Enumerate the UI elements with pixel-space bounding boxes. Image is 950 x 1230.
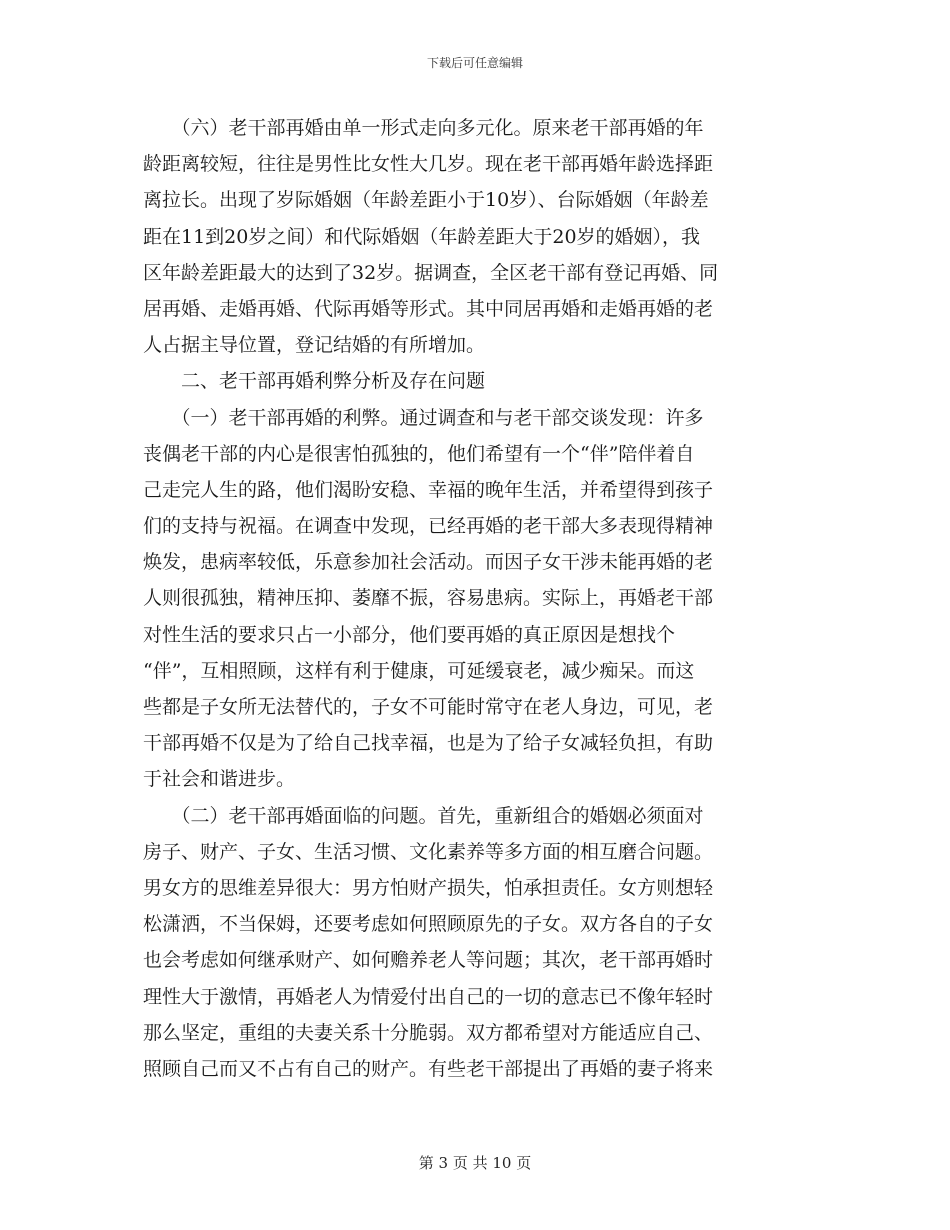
text-line: 些都是子女所无法替代的，子女不可能时常守在老人身边，可见，老 xyxy=(143,696,714,718)
text-line: 照顾自己而又不占有自己的财产。有些老干部提出了再婚的妻子将来 xyxy=(143,1057,714,1080)
text-line: （二）老干部再婚面临的问题。首先，重新组合的婚姻必须面对 xyxy=(143,804,704,827)
text-line: 也会考虑如何继承财产、如何赡养老人等问题；其次，老干部再婚时 xyxy=(143,949,714,972)
text-line: 区年龄差距最大的达到了32岁。据调查，全区老干部有登记再婚、同 xyxy=(143,261,719,284)
text-line: 距在11到20岁之间）和代际婚姻（年龄差距大于20岁的婚姻），我 xyxy=(143,225,701,248)
text-line: 人则很孤独，精神压抑、萎靡不振，容易患病。实际上，再婚老干部 xyxy=(143,587,714,610)
text-line: 人占据主导位置，登记结婚的有所增加。 xyxy=(143,334,486,357)
text-line: 于社会和谐进步。 xyxy=(143,768,296,791)
text-line: 对性生活的要求只占一小部分，他们要再婚的真正原因是想找个 xyxy=(143,623,676,646)
text-line: 丧偶老干部的内心是很害怕孤独的，他们希望有一个“伴”陪伴着自 xyxy=(143,442,695,465)
text-line: 理性大于激情，再婚老人为情爱付出自己的一切的意志已不像年轻时 xyxy=(143,985,714,1008)
text-line: 焕发，患病率较低，乐意参加社会活动。而因子女干涉未能再婚的老 xyxy=(143,551,714,574)
section-heading: 二、老干部再婚利弊分析及存在问题 xyxy=(143,370,486,393)
text-line: 居再婚、走婚再婚、代际再婚等形式。其中同居再婚和走婚再婚的老 xyxy=(143,297,714,320)
text-line: 们的支持与祝福。在调查中发现，已经再婚的老干部大多表现得精神 xyxy=(143,515,714,538)
text-line: 那么坚定，重组的夫妻关系十分脆弱。双方都希望对方能适应自己、 xyxy=(143,1021,714,1044)
text-line: 男女方的思维差异很大：男方怕财产损失，怕承担责任。女方则想轻 xyxy=(143,876,714,899)
page-header: 下载后可任意编辑 xyxy=(426,56,523,70)
text-line: 龄距离较短，往往是男性比女性大几岁。现在老干部再婚年龄选择距 xyxy=(143,153,714,176)
text-line: （一）老干部再婚的利弊。通过调查和与老干部交谈发现：许多 xyxy=(143,406,704,429)
text-line: 干部再婚不仅是为了给自己找幸福，也是为了给子女减轻负担，有助 xyxy=(143,732,714,755)
text-line: 己走完人生的路，他们渴盼安稳、幸福的晚年生活，并希望得到孩子 xyxy=(143,478,714,501)
text-line: “伴”，互相照顾，这样有利于健康，可延缓衰老，减少痴呆。而这 xyxy=(143,659,695,682)
document-body xyxy=(143,110,803,1087)
text-line: 离拉长。出现了岁际婚姻（年龄差距小于10岁）、台际婚姻（年龄差 xyxy=(143,189,709,212)
text-line: 房子、财产、子女、生活习惯、文化素养等多方面的相互磨合问题。 xyxy=(143,840,714,863)
page-number: 第 3 页 共 10 页 xyxy=(418,1154,532,1172)
text-line: 松潇洒，不当保姆，还要考虑如何照顾原先的子女。双方各自的子女 xyxy=(143,913,714,936)
text-line: （六）老干部再婚由单一形式走向多元化。原来老干部再婚的年 xyxy=(143,117,704,139)
